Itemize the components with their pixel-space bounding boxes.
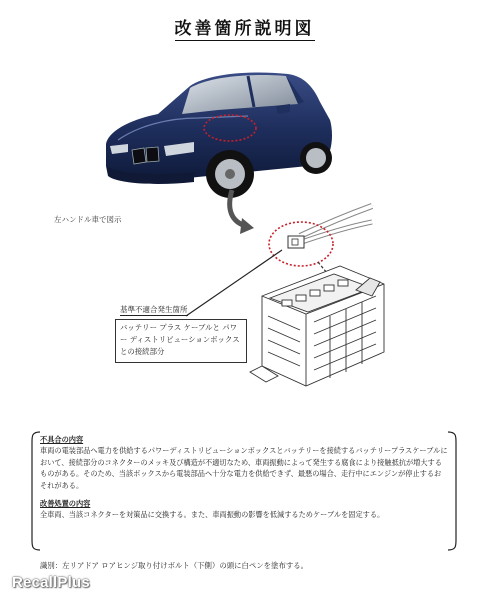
info-section xyxy=(40,434,448,521)
identification-note: 識別：左リアドア ロアヒンジ取り付けボルト（下側）の頭に白ペンを塗布する。 xyxy=(40,561,309,570)
callout-text: バッテリー プラス ケーブルと パワー ディストリビューションボックスとの接続部分 xyxy=(120,323,240,356)
remedy-body: 全車両、当該コネクターを対策品に交換する。また、車両振動の影響を低減するためケーブルを固定する。 xyxy=(40,510,385,520)
car-caption: 左ハンドル車で図示 xyxy=(54,215,122,224)
callout-heading: 基準不適合発生箇所 xyxy=(120,305,188,314)
page-title-text: 改善箇所説明図 xyxy=(174,19,315,39)
callout-box xyxy=(115,319,247,363)
recallplus-watermark: RecallPlus xyxy=(12,574,90,591)
defect-body: 車両の電装部品へ電力を供給するパワーディストリビューションボックスとバッテリーを接続するバッテリープラスケーブルにおいて、接続部分のコネクターのメッキ及び構造が不適切なため、車両振動によって発生する腐食により接触抵抗が増大するものがある。そのため、当該ボックスから電装部品へ十分な電力を供給できず、最悪の場合、走行中にエンジンが停止するおそれがある。 xyxy=(40,446,448,490)
remedy-heading: 改善処置の内容 xyxy=(40,499,91,509)
defect-heading: 不具合の内容 xyxy=(40,435,84,444)
